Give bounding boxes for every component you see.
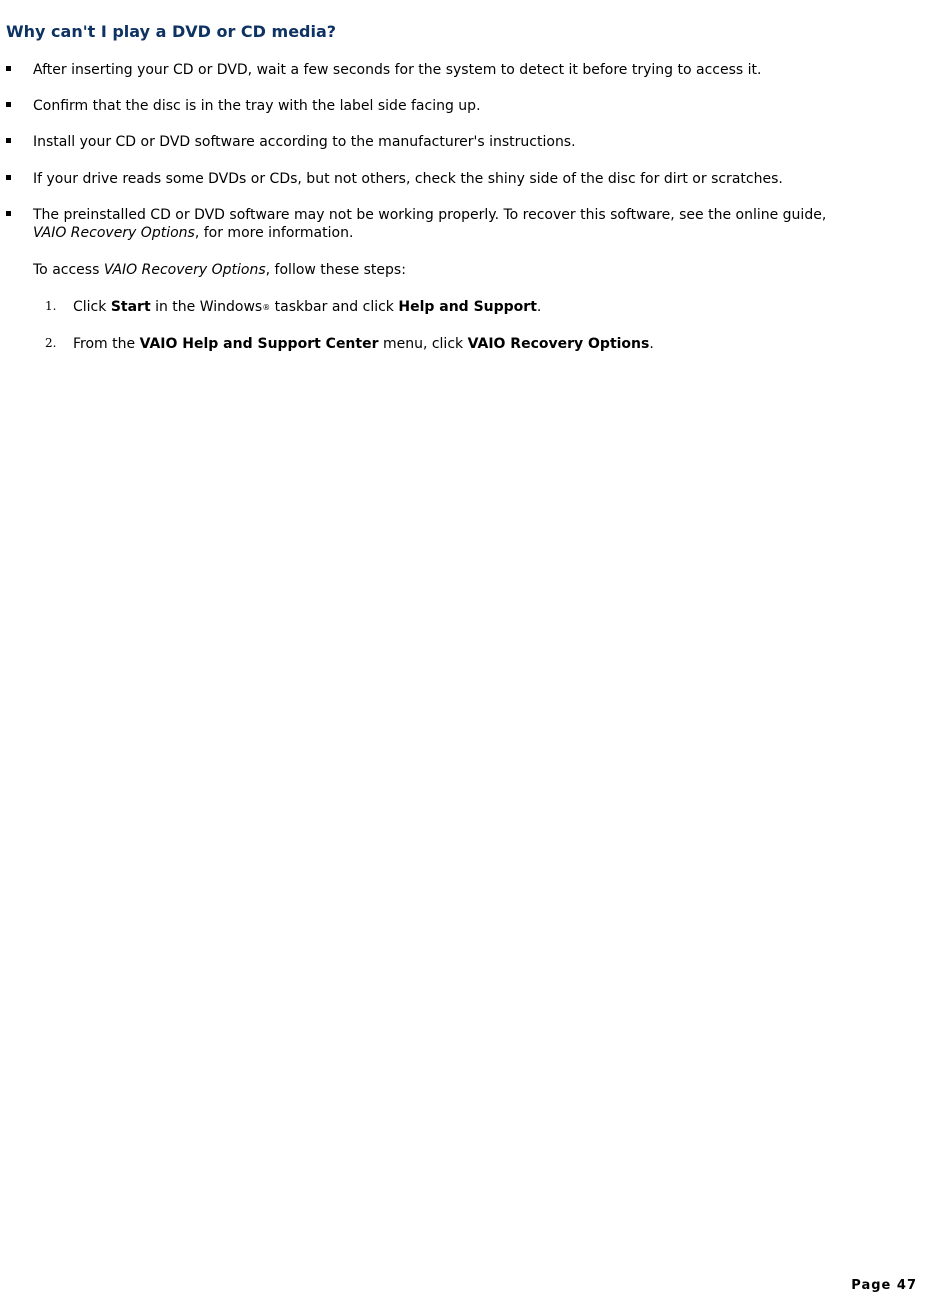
list-item-text: After inserting your CD or DVD, wait a few seconds for the system to detect it before trying to access it. [33, 62, 762, 78]
list-item-line: The preinstalled CD or DVD software may not be working properly. To recover this software, see the online guide, [33, 207, 827, 223]
page-number: Page 47 [851, 1278, 917, 1293]
square-bullet-icon [6, 102, 11, 107]
step-text-part: menu, click [378, 336, 468, 352]
step-text-part: in the Windows [150, 299, 263, 315]
step-text-part: Click [73, 299, 111, 315]
step-text-part: . [649, 336, 654, 352]
guide-name: VAIO Recovery Options [103, 262, 266, 278]
page-title: Why can't I play a DVD or CD media? [6, 22, 337, 41]
step-number: 1. [45, 299, 57, 313]
start-label: Start [110, 299, 151, 315]
list-item-text: If your drive reads some DVDs or CDs, but not others, check the shiny side of the disc for dirt or scratches. [33, 171, 783, 187]
guide-name: VAIO Recovery Options [33, 225, 195, 241]
step-text [73, 335, 654, 353]
access-prefix: To access [33, 262, 104, 278]
list-item-text [33, 206, 893, 242]
step-text-part: taskbar and click [270, 299, 399, 315]
help-center-label: VAIO Help and Support Center [139, 336, 379, 352]
step-text-part: . [536, 299, 542, 315]
square-bullet-icon [6, 66, 11, 71]
square-bullet-icon [6, 211, 11, 216]
registered-mark: ® [262, 303, 271, 312]
list-item-line-rest: , for more information. [194, 225, 354, 241]
list-item-text: Install your CD or DVD software according to the manufacturer's instructions. [33, 134, 576, 150]
square-bullet-icon [6, 138, 11, 143]
access-instructions [33, 261, 406, 279]
step-text [73, 298, 541, 317]
access-suffix: , follow these steps: [265, 262, 406, 278]
list-item-text: Confirm that the disc is in the tray with the label side facing up. [33, 98, 481, 114]
step-number: 2. [45, 336, 57, 350]
step-text-part: From the [73, 336, 140, 352]
recovery-options-label: VAIO Recovery Options [467, 336, 650, 352]
square-bullet-icon [6, 175, 11, 180]
help-and-support-label: Help and Support [398, 299, 537, 315]
